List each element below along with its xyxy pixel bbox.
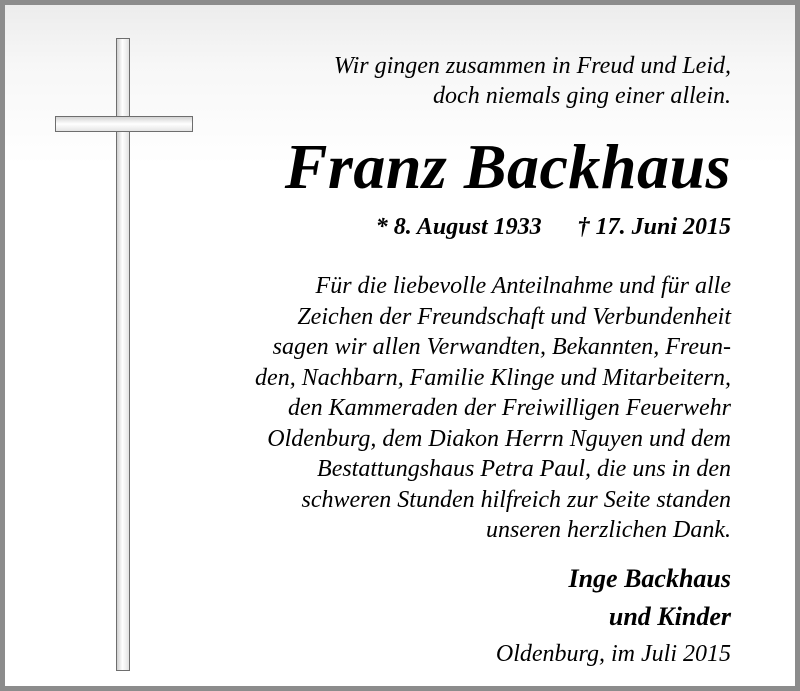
life-dates <box>376 211 731 243</box>
body-line: schweren Stunden hilfreich zur Seite standen <box>301 486 731 513</box>
signer-line: und Kinder <box>608 602 731 631</box>
cross-icon-crossbar <box>55 116 193 132</box>
birth-date: * 8. August 1933 <box>375 214 542 240</box>
body-line: den, Nachbarn, Familie Klinge und Mitarbeitern, <box>255 364 731 391</box>
body-line: Für die liebevolle Anteilnahme und für alle <box>315 273 731 299</box>
deceased-name: Franz Backhaus <box>284 131 731 202</box>
body-line: den Kammeraden der Freiwilligen Feuerwehr <box>287 395 731 421</box>
place-and-date: Oldenburg, im Juli 2015 <box>495 641 731 667</box>
body-line: unseren herzlichen Dank. <box>485 517 731 543</box>
signers <box>568 560 731 636</box>
body-line: Oldenburg, dem Diakon Herrn Nguyen und dem <box>267 425 731 452</box>
motto <box>334 51 731 111</box>
body-line: Zeichen der Freundschaft und Verbundenheit <box>297 303 731 330</box>
death-date: † 17. Juni 2015 <box>577 214 731 240</box>
cross-icon <box>116 38 130 671</box>
signer-line: Inge Backhaus <box>568 564 731 593</box>
body-line: Bestattungshaus Petra Paul, die uns in den <box>317 456 731 482</box>
body-line: sagen wir allen Verwandten, Bekannten, Freun- <box>272 334 731 360</box>
motto-line: Wir gingen zusammen in Freud und Leid, <box>333 53 731 79</box>
motto-line: doch niemals ging einer allein. <box>433 83 731 109</box>
thank-you-text <box>255 271 731 546</box>
